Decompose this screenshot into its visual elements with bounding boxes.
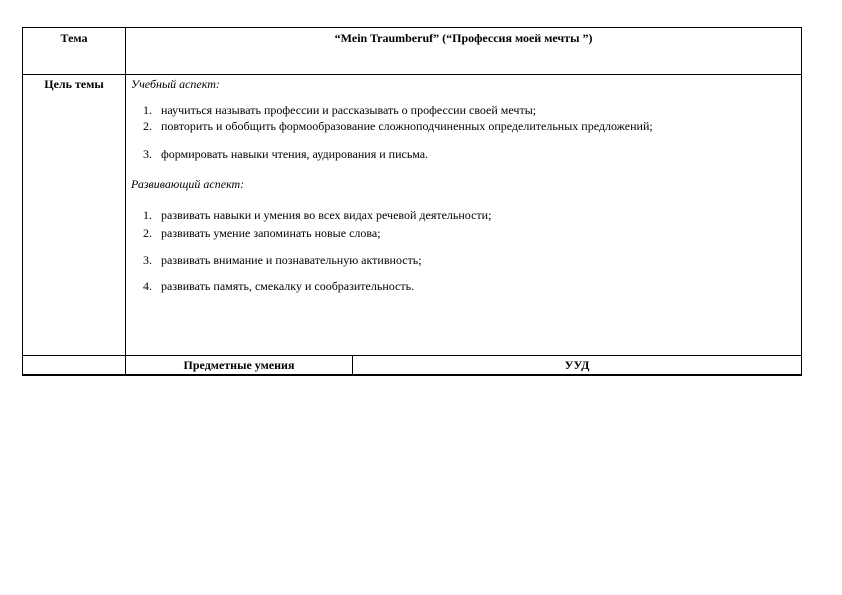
developmental-aspect-title: Развивающий аспект: bbox=[131, 177, 245, 191]
list-item-number: 2. bbox=[143, 119, 152, 133]
list-item-number: 1. bbox=[143, 103, 152, 117]
list-item-text: повторить и обобщить формообразование сложноподчиненных определительных предложений; bbox=[161, 119, 653, 133]
list-item-number: 1. bbox=[143, 208, 152, 222]
table-border-right bbox=[801, 27, 802, 376]
list-item bbox=[143, 253, 422, 268]
uud-header: УУД bbox=[564, 358, 590, 372]
list-item-text: развивать внимание и познавательную активность; bbox=[161, 253, 422, 267]
list-item bbox=[143, 103, 536, 118]
table-border-top bbox=[22, 27, 802, 28]
list-item-number: 4. bbox=[143, 279, 152, 293]
list-item bbox=[143, 208, 491, 223]
list-item bbox=[143, 119, 653, 134]
list-item-text: развивать память, смекалку и сообразительность. bbox=[161, 279, 415, 293]
topic-value: “Mein Traumberuf” (“Профессия моей мечты ”) bbox=[334, 31, 593, 45]
list-item-text: формировать навыки чтения, аудирования и письма. bbox=[161, 147, 429, 161]
table-border-bottom bbox=[22, 374, 802, 376]
goal-label: Цель темы bbox=[44, 77, 104, 91]
subject-skills-header: Предметные умения bbox=[183, 358, 295, 372]
list-item bbox=[143, 279, 414, 294]
list-item-number: 3. bbox=[143, 253, 152, 267]
list-item-number: 2. bbox=[143, 226, 152, 240]
topic-label: Тема bbox=[60, 31, 88, 45]
list-item bbox=[143, 147, 428, 162]
list-item-number: 3. bbox=[143, 147, 152, 161]
educational-aspect-title: Учебный аспект: bbox=[131, 77, 220, 91]
list-item-text: развивать навыки и умения во всех видах речевой деятельности; bbox=[161, 208, 492, 222]
list-item-text: научиться называть профессии и рассказывать о профессии своей мечты; bbox=[161, 103, 537, 117]
goal-content bbox=[126, 75, 801, 355]
row-divider-goal bbox=[22, 355, 802, 356]
lesson-plan-table bbox=[22, 27, 802, 376]
list-item bbox=[143, 226, 381, 241]
list-item-text: развивать умение запоминать новые слова; bbox=[161, 226, 381, 240]
